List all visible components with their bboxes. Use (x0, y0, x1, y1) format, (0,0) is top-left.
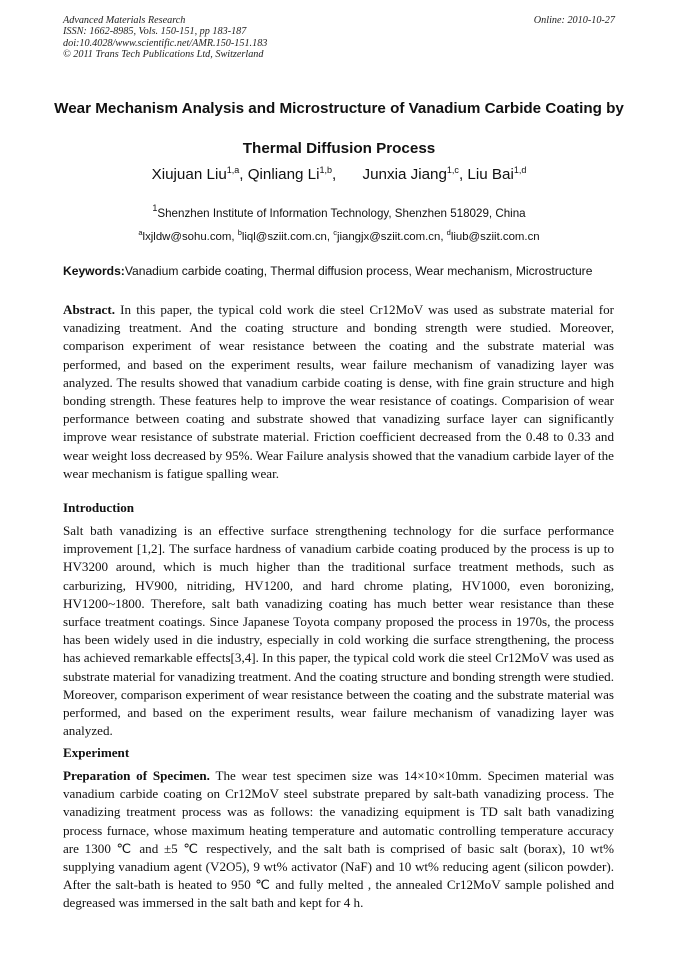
experiment-heading: Experiment (63, 745, 130, 760)
email-list (40, 228, 638, 243)
introduction-heading: Introduction (63, 500, 135, 515)
abstract-label: Abstract. (63, 302, 115, 317)
email-address[interactable]: jiangjx@sziit.com.cn (336, 231, 441, 243)
email-address[interactable]: liql@sziit.com.cn (241, 231, 327, 243)
journal-name: Advanced Materials Research (63, 15, 186, 26)
author-separator: , (458, 166, 464, 183)
experiment-paragraph (63, 767, 614, 913)
issn-line: ISSN: 1662-8985, Vols. 150-151, pp 183-187 (63, 26, 247, 38)
email-separator: , (326, 231, 334, 243)
paper-title: Wear Mechanism Analysis and Microstructure of Vanadium Carbide Coating by Thermal Diffusion Process (54, 100, 624, 157)
affiliation-text: Shenzhen Institute of Information Technology, Shenzhen 518029, China (157, 207, 526, 220)
author-name: Junxia Jiang (362, 166, 447, 183)
email-address[interactable]: liub@sziit.com.cn (450, 231, 540, 243)
author-separator: , (332, 166, 337, 183)
email-separator: , (440, 231, 447, 243)
affiliation-sup: 1 (152, 203, 158, 213)
experiment-text: The wear test specimen size was 14×10×10mm. Specimen material was vanadium carbide coating on Cr12MoV steel substrate prepared by salt-bath vanadizing process. The vanadizing treatment process was as follows: the vanadizing equipment is TD salt bath vanadizing process furnace, whose maximum heating temperature and automatic controlling temperature accuracy are 1300 ℃ and ±5 ℃ respectively, and the salt bath is comprised of basic salt (borax), 10 wt% supplying vanadium agent (V2O5), 9 wt% activator (NaF) and 10 wt% reducing agent (silicon powder). After the salt-bath is heated to 950 ℃ and fully melted , the annealed Cr12MoV sample polished and degreased was immersed in the salt bath and kept for 4 h. (63, 768, 614, 911)
introduction-text: Salt bath vanadizing is an effective surface strengthening technology for die surface performance improvement [1,2]. The surface hardness of vanadium carbide coating produced by the process is up to HV3200 around, which is much higher than the traditional surface treatment methods, such as carburizing, HV900, nitriding, HV1200, and hard chrome plating, HV1000, even boronizing, HV1200~1800. Therefore, salt bath vanadizing coating has much better wear resistance than these surface treatment coatings. Since Japanese Toyota company proposed the process in 1970s, the process has been widely used in die industry, especially in cold working die surface strengthening, the process has achieved remarkable effects[3,4]. In this paper, the typical cold work die steel Cr12MoV was used as substrate material for vanadizing treatment. And the coating structure and bonding strength were studied. Moreover, comparison experiment of wear resistance between the coating and the substrate material was performed, and based on the experiment results, wear failure mechanism of vanadizing layer was analyzed. (63, 523, 614, 739)
email-sup: d (446, 228, 451, 237)
email-sup: a (138, 228, 143, 237)
abstract-text: In this paper, the typical cold work die steel Cr12MoV was used as substrate material for vanadizing treatment. And the coating structure and bonding strength were studied. Moreover, comparison experiment of wear resistance between the coating and the substrate material was performed, and based on the experiment results, wear failure mechanism of vanadizing layer was analyzed. The results showed that vanadium carbide coating is dense, with fine grain structure and high bonding strength. These features help to improve the wear resistance of coatings. Comparision of wear performance between coating and substrate showed that vanadizing surface layer can significantly improve wear resistance of substrate material. Friction coefficient decreased from the 0.48 to 0.33 and wear weight loss decreased by 95%. Wear Failure analysis showed that the vanadium carbide layer of the wear mechanism is fatigue spalling wear. (63, 302, 614, 481)
copyright-line: © 2011 Trans Tech Publications Ltd, Switzerland (63, 49, 264, 61)
author-separator: , (239, 166, 248, 183)
author-name: Liu Bai (467, 166, 514, 183)
author-list (40, 165, 638, 183)
email-separator: , (231, 231, 238, 243)
affiliation (40, 203, 638, 220)
journal-header (63, 15, 615, 61)
email-address[interactable]: lxjldw@sohu.com (142, 231, 232, 243)
author-sup: 1,b (319, 165, 333, 175)
author-sup: 1,a (226, 165, 240, 175)
author-sup: 1,c (446, 165, 459, 175)
email-sup: b (237, 228, 242, 237)
experiment-subheading: Preparation of Specimen. (63, 768, 210, 783)
keywords-label: Keywords: (63, 264, 125, 278)
email-sup: c (333, 228, 337, 237)
keywords (63, 264, 623, 278)
author-name: Qinliang Li (247, 166, 320, 183)
abstract (63, 301, 614, 483)
author-sup: 1,d (513, 165, 527, 175)
doi-line: doi:10.4028/www.scientific.net/AMR.150-151.183 (63, 37, 268, 49)
author-name: Xiujuan Liu (151, 166, 227, 183)
online-date: Online: 2010-10-27 (533, 15, 615, 26)
keywords-text: Vanadium carbide coating, Thermal diffusion process, Wear mechanism, Microstructure (124, 264, 593, 278)
